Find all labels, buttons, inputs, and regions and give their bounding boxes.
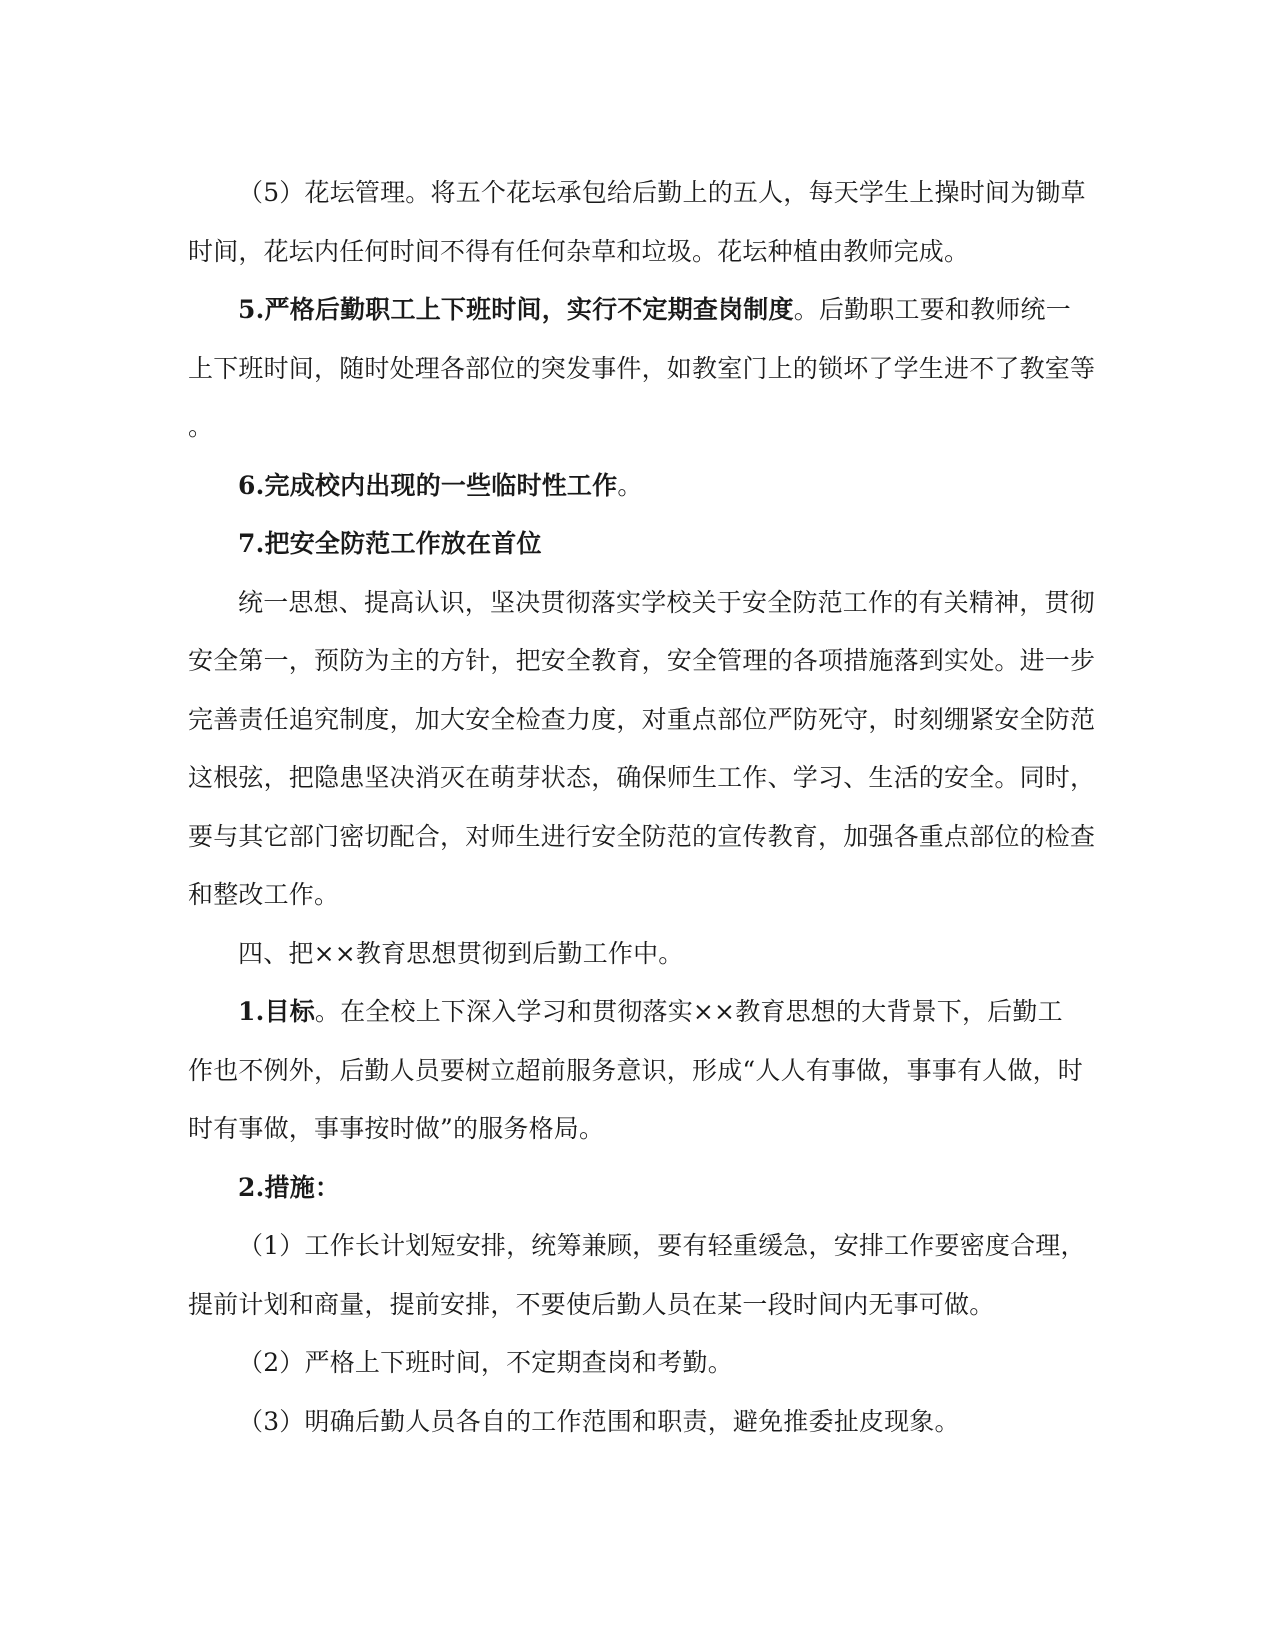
paragraph-measure-2: （2）严格上下班时间，不定期查岗和考勤。 [238, 1348, 733, 1377]
paragraph-safety-2: 安全第一，预防为主的方针，把安全教育，安全管理的各项措施落到实处。进一步 [188, 646, 1096, 675]
paragraph-flowerbed-2: 时间，花坛内任何时间不得有任何杂草和垃圾。花坛种植由教师完成。 [188, 236, 970, 266]
paragraph-safety-1: 统一思想、提高认识，坚决贯彻落实学校关于安全防范工作的有关精神，贯彻 [238, 587, 1095, 617]
section-heading-four: 四、把××教育思想贯彻到后勤工作中。 [238, 938, 684, 968]
paragraph-item-6 [188, 457, 1086, 516]
paragraph-measure-1-line-1: （1）工作长计划短安排，统筹兼顾，要有轻重缓急，安排工作要密度合理， [238, 1231, 1086, 1260]
paragraph-flowerbed-1: （5）花坛管理。将五个花坛承包给后勤上的五人，每天学生上操时间为锄草 [238, 178, 1086, 207]
paragraph-measure-3: （3）明确后勤人员各自的工作范围和职责，避免推委扯皮现象。 [238, 1406, 960, 1436]
goal-heading: 1.目标 [238, 997, 315, 1026]
item-7-heading: 7.把安全防范工作放在首位 [238, 529, 542, 558]
paragraph-goal-3: 时有事做，事事按时做”的服务格局。 [188, 1114, 605, 1143]
document-body [188, 164, 1096, 1451]
paragraph-safety-4: 这根弦，把隐患坚决消灭在萌芽状态，确保师生工作、学习、生活的安全。同时， [188, 763, 1096, 792]
paragraph-measure-1-line-2: 提前计划和商量，提前安排，不要使后勤人员在某一段时间内无事可做。 [188, 1289, 995, 1319]
paragraph-safety-5: 要与其它部门密切配合，对师生进行安全防范的宣传教育，加强各重点部位的检查 [188, 821, 1096, 851]
paragraph-item-5-line-2: 上下班时间，随时处理各部位的突发事件，如教室门上的锁坏了学生进不了教室等 [188, 353, 1096, 383]
paragraph-item-5-line-3: 。 [188, 412, 214, 441]
item-5-text: 。后勤职工要和教师统一 [793, 295, 1071, 324]
paragraph-safety-3: 完善责任追究制度，加大安全检查力度，对重点部位严防死守，时刻绷紧安全防范 [188, 704, 1096, 734]
item-5-heading: 5.严格后勤职工上下班时间，实行不定期查岗制度 [238, 295, 794, 324]
paragraph-measures [188, 1159, 1086, 1218]
paragraph-item-7 [188, 515, 1086, 574]
paragraph-item-5-line-1 [188, 281, 1086, 340]
paragraph-goal-1 [188, 983, 1086, 1042]
item-6-text: 。 [617, 470, 643, 500]
item-6-heading: 6.完成校内出现的一些临时性工作 [238, 470, 618, 500]
goal-text: 。在全校上下深入学习和贯彻落实××教育思想的大背景下，后勤工 [314, 997, 1063, 1026]
paragraph-goal-2: 作也不例外，后勤人员要树立超前服务意识，形成“人人有事做，事事有人做，时 [188, 1055, 1083, 1085]
paragraph-safety-6: 和整改工作。 [188, 880, 340, 909]
measures-heading: 2.措施： [238, 1172, 341, 1202]
